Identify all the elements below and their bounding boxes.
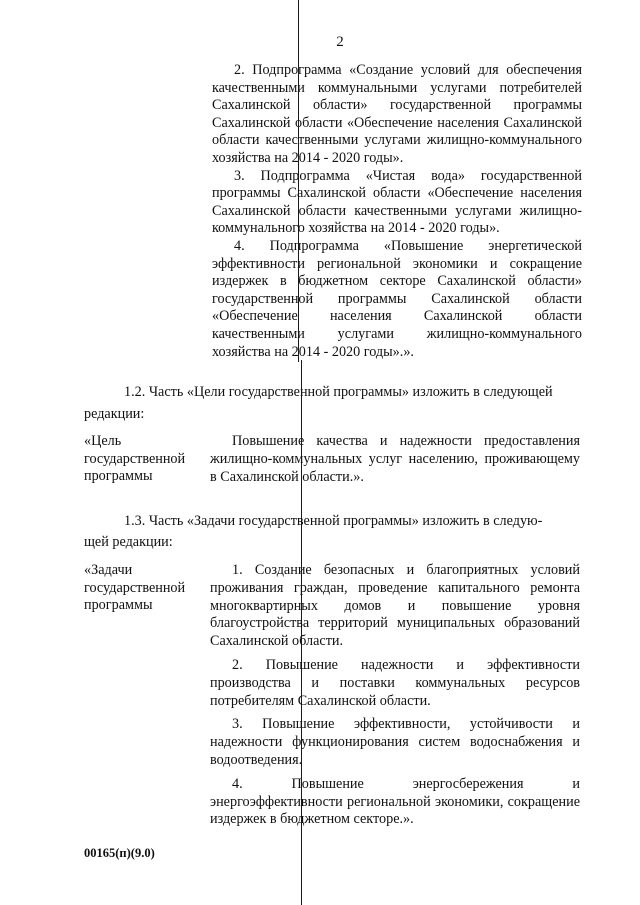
- subprogram-item: 4. Подпрограмма «Повышение энергетической эффективности региональной экономики и сокращение издержек в бюджетном секторе Сахалинской области» государственной программы Сахалинской области «Обеспечение населения Сахалинской области качественными услугами жилищно-коммунального хозяйства на 2014 - 2020 годы».».: [212, 237, 582, 360]
- goal-body: [210, 433, 580, 492]
- task-item: 1. Создание безопасных и благоприятных условий проживания граждан, проведение капитального ремонта многоквартирных домов и повышение уровня благоустройства территорий муниципальных образований Сахалинской области.: [210, 562, 580, 650]
- subprogram-item: 3. Подпрограмма «Чистая вода» государственной программы Сахалинской области «Обеспечение населения Сахалинской области качественными услугами жилищно-коммунального хозяйства на 2014 - 2020 годы».: [212, 167, 582, 237]
- tasks-label: «Задачи государственной программы: [84, 562, 186, 614]
- clause-1-2-tail: редакции:: [84, 406, 145, 422]
- clause-1-2-text: 1.2. Часть «Цели государственной программы» изложить в следующей: [124, 384, 553, 400]
- page-number: 2: [336, 34, 344, 50]
- goal-label: «Цель государственной программы: [84, 433, 186, 485]
- subprogram-list: [212, 62, 582, 361]
- goal-text: Повышение качества и надежности предоставления жилищно-коммунальных услуг населению, проживающему в Сахалинской области.».: [210, 433, 580, 485]
- document-code: 00165(п)(9.0): [84, 846, 155, 860]
- tasks-body: [210, 562, 580, 835]
- task-item: 4. Повышение энергосбережения и энергоэффективности региональной экономики, сокращение издержек в бюджетном секторе.».: [210, 775, 580, 828]
- task-item: 3. Повышение эффективности, устойчивости и надежности функционирования систем водоснабжения и водоотведения.: [210, 716, 580, 768]
- subprogram-item: 2. Подпрограмма «Создание условий для обеспечения качественными коммунальными услугами потребителей Сахалинской области» государственной программы Сахалинской области «Обеспечение населения Сахалинской области качественными услугами жилищно-коммунального хозяйства на 2014 - 2020 годы».: [212, 62, 582, 166]
- clause-1-3-text: 1.3. Часть «Задачи государственной программы» изложить в следую-: [124, 513, 543, 529]
- clause-1-3-tail: щей редакции:: [84, 534, 173, 550]
- task-item: 2. Повышение надежности и эффективности производства и поставки коммунальных ресурсов потребителям Сахалинской области.: [210, 656, 580, 709]
